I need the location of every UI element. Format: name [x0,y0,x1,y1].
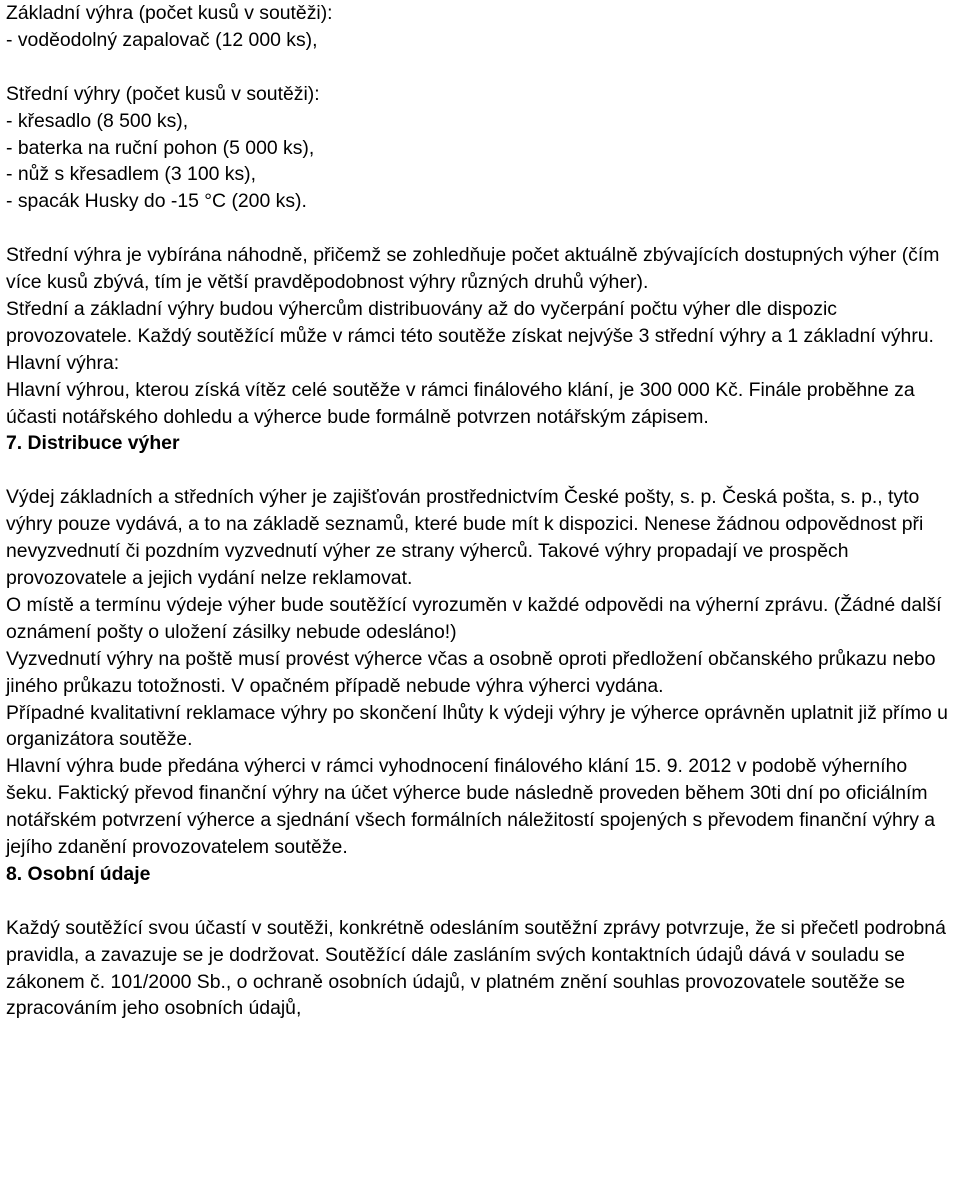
random-selection-paragraph: Střední výhra je vybírána náhodně, přičemž se zohledňuje počet aktuálně zbývajících dostupných výher (čím více kusů zbývá, tím je větší pravděpodobnost výhry různých druhů výher). [6,244,940,294]
middle-prize-item: - křesadlo (8 500 ks), [6,109,189,132]
middle-prizes-title: Střední výhry (počet kusů v soutěži): [6,82,320,105]
complaint-paragraph: Případné kvalitativní reklamace výhry po skončení lhůty k výdeji výhry je výherce oprávněn uplatnit již přímo u organizátora soutěže. [6,701,948,751]
place-paragraph: O místě a termínu výdeje výher bude soutěžící vyrozuměn v každé odpovědi na výherní zprávu. (Žádné další oznámení pošty o uložení zásilky nebude odesláno!) [6,593,942,643]
issue-paragraph: Výdej základních a středních výher je zajišťován prostřednictvím České pošty, s. p. Česká pošta, s. p., tyto výhry pouze vydává, a to na základě seznamů, které bude mít k dispozici. Nenese žádnou odpovědnost při nevyzvednutí či pozdním vyzvednutí výher ze strany výherců. Takové výhry propadají ve prospěch provozovatele a jejich vydání nelze reklamovat. [6,486,924,589]
spacer [6,215,958,242]
basic-prize-item: - voděodolný zapalovač (12 000 ks), [6,28,318,51]
spacer [6,54,958,81]
main-prize-title: Hlavní výhra: [6,351,120,374]
section-7-heading: 7. Distribuce výher [6,432,180,455]
personal-data-paragraph: Každý soutěžící svou účastí v soutěži, konkrétně odesláním soutěžní zprávy potvrzuje, že si přečetl podrobná pravidla, a zavazuje se je dodržovat. Soutěžící dále zasláním svých kontaktních údajů dává v souladu se zákonem č. 101/2000 Sb., o ochraně osobních údajů, v platném znění souhlas provozovatele soutěže se zpracováním jeho osobních údajů, [6,916,946,1020]
pickup-paragraph: Vyzvednutí výhry na poště musí provést výherce včas a osobně oproti předložení občanského průkazu nebo jiného průkazu totožnosti. V opačném případě nebude výhra výherci vydána. [6,647,936,697]
spacer [6,457,958,484]
distribution-paragraph: Střední a základní výhry budou výhercům distribuovány až do vyčerpání počtu výher dle dispozic provozovatele. Každý soutěžící může v rámci této soutěže získat nejvýše 3 střední výhry a 1 základní výhru. [6,297,934,347]
middle-prize-item: - nůž s křesadlem (3 100 ks), [6,163,257,186]
section-8-heading: 8. Osobní údaje [6,862,151,885]
basic-prize-title: Základní výhra (počet kusů v soutěži): [6,2,333,24]
transfer-paragraph: Hlavní výhra bude předána výherci v rámci vyhodnocení finálového klání 15. 9. 2012 v podobě výherního šeku. Faktický převod finanční výhry na účet výherce bude následně proveden během 30ti dní po oficiálním notářském potvrzení výherce a sjednání všech formálních náležitostí spojených s převodem finanční výhry a jejího zdanění provozovatelem soutěže. [6,755,936,859]
document-page [6,0,958,1022]
spacer [6,888,958,915]
middle-prize-item: - baterka na ruční pohon (5 000 ks), [6,136,315,159]
middle-prize-item: - spacák Husky do -15 °C (200 ks). [6,190,307,213]
main-prize-paragraph: Hlavní výhrou, kterou získá vítěz celé soutěže v rámci finálového klání, je 300 000 Kč. Finále proběhne za účasti notářského dohledu a výherce bude formálně potvrzen notářským zápisem. [6,378,915,428]
